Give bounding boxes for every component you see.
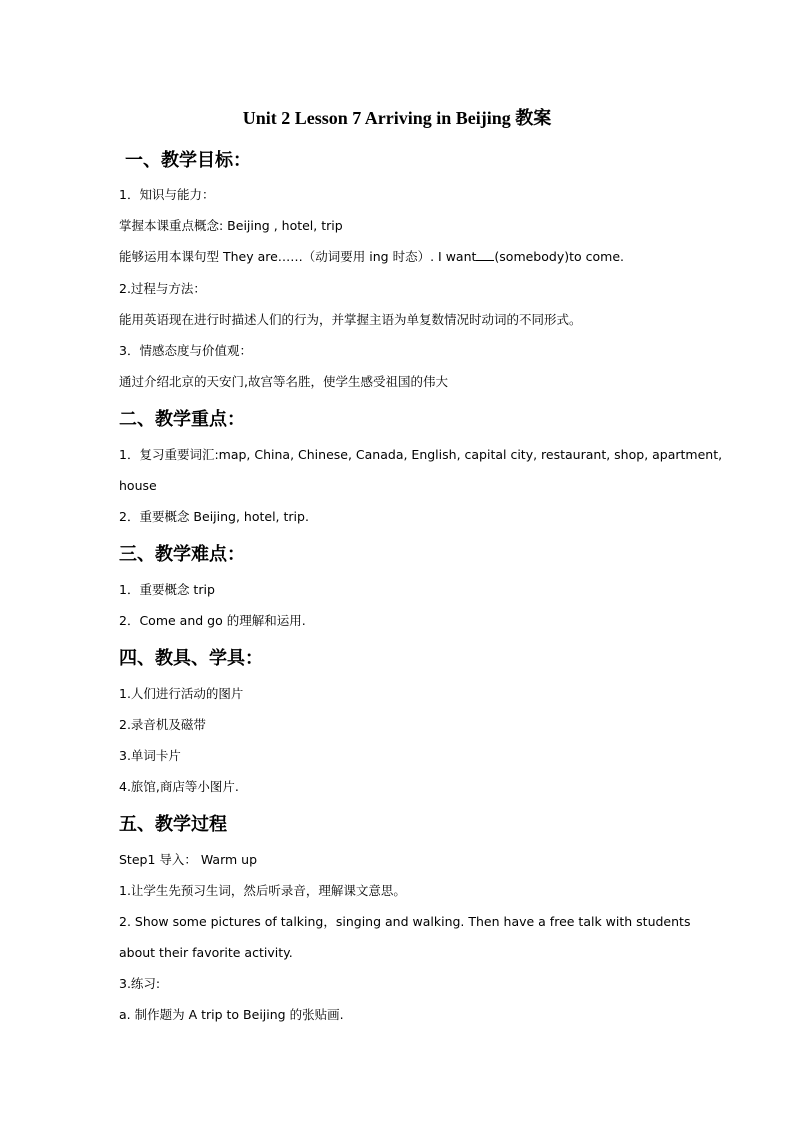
section-heading-difficulties: 三、教学难点： <box>119 544 245 565</box>
objectives-line-3-part-a: 能够运用本课句型 They are……（动词要用 ing 时态）. I want <box>119 249 477 264</box>
teaching-aids-line-1: 1.人们进行活动的图片 <box>119 686 244 701</box>
procedure-line-6: a. 制作题为 A trip to Beijing 的张贴画. <box>119 1007 344 1022</box>
procedure-line-3: 2. Show some pictures of talking，singing and walking. Then have a free talk with students <box>119 914 691 929</box>
section-heading-teaching-aids: 四、教具、学具： <box>119 648 263 669</box>
objectives-line-1: 1．知识与能力： <box>119 187 215 202</box>
objectives-line-7: 通过介绍北京的天安门,故宫等名胜，使学生感受祖国的伟大 <box>119 374 448 389</box>
title-english: Unit 2 Lesson 7 Arriving in Beijing <box>242 108 516 128</box>
procedure-line-2: 1.让学生先预习生词，然后听录音，理解课文意思。 <box>119 883 406 898</box>
teaching-aids-line-3: 3.单词卡片 <box>119 748 181 763</box>
section-heading-objectives: 一、教学目标： <box>125 150 251 171</box>
objectives-line-5: 能用英语现在进行时描述人们的行为，并掌握主语为单复数情况时动词的不同形式。 <box>119 312 582 327</box>
key-points-line-1: 1．复习重要词汇:map, China, Chinese, Canada, English, capital city, restaurant, shop, apartment, <box>119 447 723 462</box>
procedure-line-5: 3.练习: <box>119 976 161 991</box>
difficulties-line-1: 1．重要概念 trip <box>119 582 215 597</box>
fill-in-blank <box>476 249 494 261</box>
key-points-line-2: house <box>119 478 157 493</box>
objectives-line-6: 3．情感态度与价值观： <box>119 343 252 358</box>
title-chinese: 教案 <box>515 108 552 129</box>
section-heading-procedure: 五、教学过程 <box>119 814 227 835</box>
key-points-line-3: 2．重要概念 Beijing, hotel, trip. <box>119 509 309 524</box>
procedure-line-4: about their favorite activity. <box>119 945 293 960</box>
document-title <box>0 106 794 131</box>
teaching-aids-line-4: 4.旅馆,商店等小图片. <box>119 779 239 794</box>
objectives-line-3 <box>119 248 679 266</box>
objectives-line-2: 掌握本课重点概念: Beijing , hotel, trip <box>119 218 343 233</box>
objectives-line-4: 2.过程与方法： <box>119 281 206 296</box>
procedure-line-1: Step1 导入： Warm up <box>119 852 258 867</box>
objectives-line-3-part-b: (somebody)to come. <box>494 249 624 264</box>
section-heading-key-points: 二、教学重点： <box>119 409 245 430</box>
difficulties-line-2: 2．Come and go 的理解和运用. <box>119 613 306 628</box>
teaching-aids-line-2: 2.录音机及磁带 <box>119 717 206 732</box>
